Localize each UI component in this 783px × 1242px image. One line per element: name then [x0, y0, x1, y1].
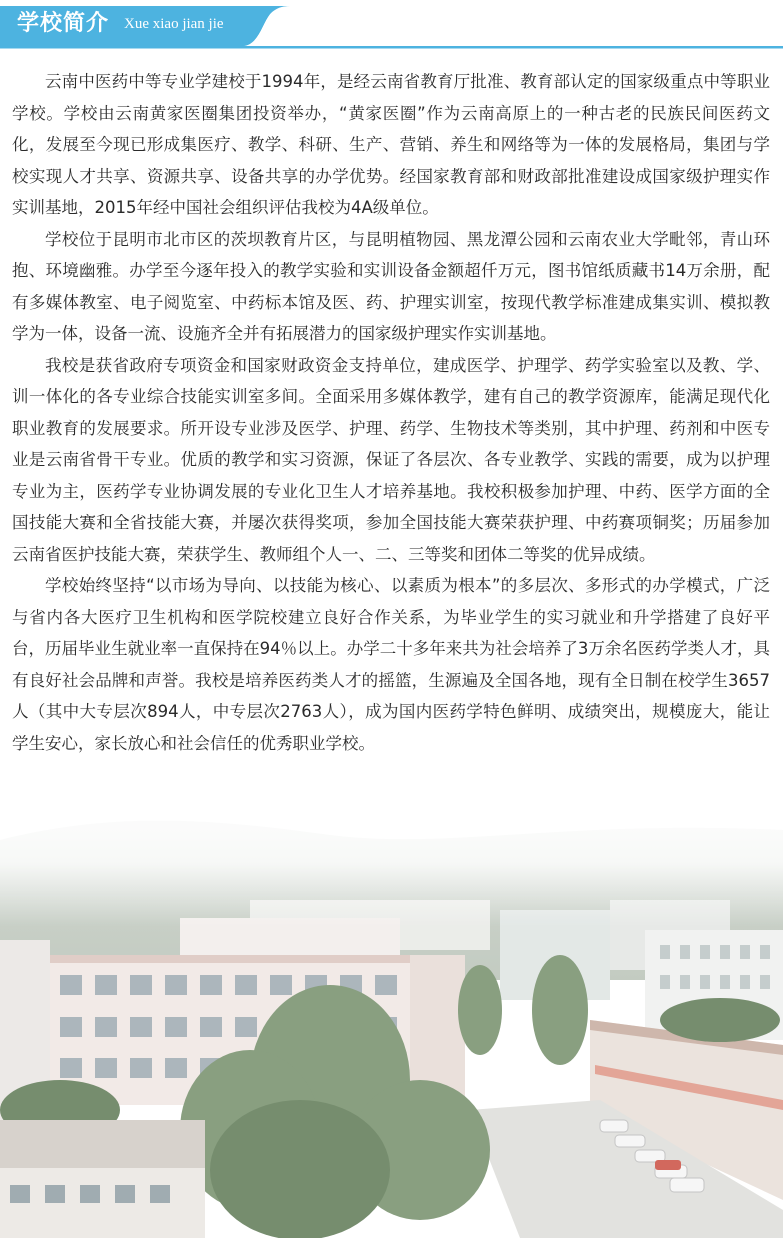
page-subtitle-pinyin: Xue xiao jian jie [124, 16, 224, 32]
paragraph-location: 学校位于昆明市北市区的茨坝教育片区，与昆明植物园、黑龙潭公园和云南农业大学毗邻，青山环抱、环境幽雅。办学至今逐年投入的教学实验和实训设备金额超仟万元，图书馆纸质藏书14万余册，配有多媒体教室、电子阅览室、中药标本馆及医、药、护理实训室，按现代教学标准建成集实训、模拟教学为一体，设备一流、设施齐全并有拓展潜力的国家级护理实作实训基地。 [12, 229, 770, 343]
header-banner-shape [0, 0, 783, 52]
paragraph-philosophy: 学校始终坚持“以市场为导向、以技能为核心、以素质为根本”的多层次、多形式的办学模式，广泛与省内各大医疗卫生机构和医学院校建立良好合作关系，为毕业学生的实习就业和升学搭建了良好平台，历届毕业生就业率一直保持在94％以上。办学二十多年来共为社会培养了3万余名医药学类人才，具有良好社会品牌和声誉。我校是培养医药类人才的摇篮，生源遍及全国各地，现有全日制在校学生3657人（其中大专层次894人，中专层次2763人），成为国内医药学特色鲜明、成绩突出，规模庞大，能让学生安心，家长放心和社会信任的优秀职业学校。 [12, 576, 770, 753]
school-introduction-article [12, 66, 770, 759]
page-title: 学校简介 [17, 11, 110, 36]
section-header [0, 0, 783, 52]
paragraph-history: 云南中医药中等专业学建校于1994年，是经云南省教育厅批准、教育部认定的国家级重点中等职业学校。学校由云南黄家医圈集团投资举办，“黄家医圈”作为云南高原上的一种古老的民族民间医药文化，发展至今现已形成集医疗、教学、科研、生产、营销、养生和网络等为一体的发展格局，集团与学校实现人才共享、资源共享、设备共享的办学优势。经国家教育部和财政部批准建设成国家级护理实作实训基地，2015年经中国社会组织评估我校为4A级单位。 [12, 72, 770, 217]
campus-photo [0, 780, 783, 1238]
paragraph-facilities: 我校是获省政府专项资金和国家财政资金支持单位，建成医学、护理学、药学实验室以及教、学、训一体化的各专业综合技能实训室多间。全面采用多媒体教学，建有自己的教学资源库，能满足现代化职业教育的发展要求。所开设专业涉及医学、护理、药学、生物技术等类别，其中护理、药剂和中医专业是云南省骨干专业。优质的教学和实习资源，保证了各层次、各专业教学、实践的需要，成为以护理专业为主，医药学专业协调发展的专业化卫生人才培养基地。我校积极参加护理、中药、医学方面的全国技能大赛和全省技能大赛，并屡次获得奖项，参加全国技能大赛荣获护理、中药赛项铜奖；历届参加云南省医护技能大赛，荣获学生、教师组个人一、二、三等奖和团体二等奖的优异成绩。 [12, 355, 770, 564]
